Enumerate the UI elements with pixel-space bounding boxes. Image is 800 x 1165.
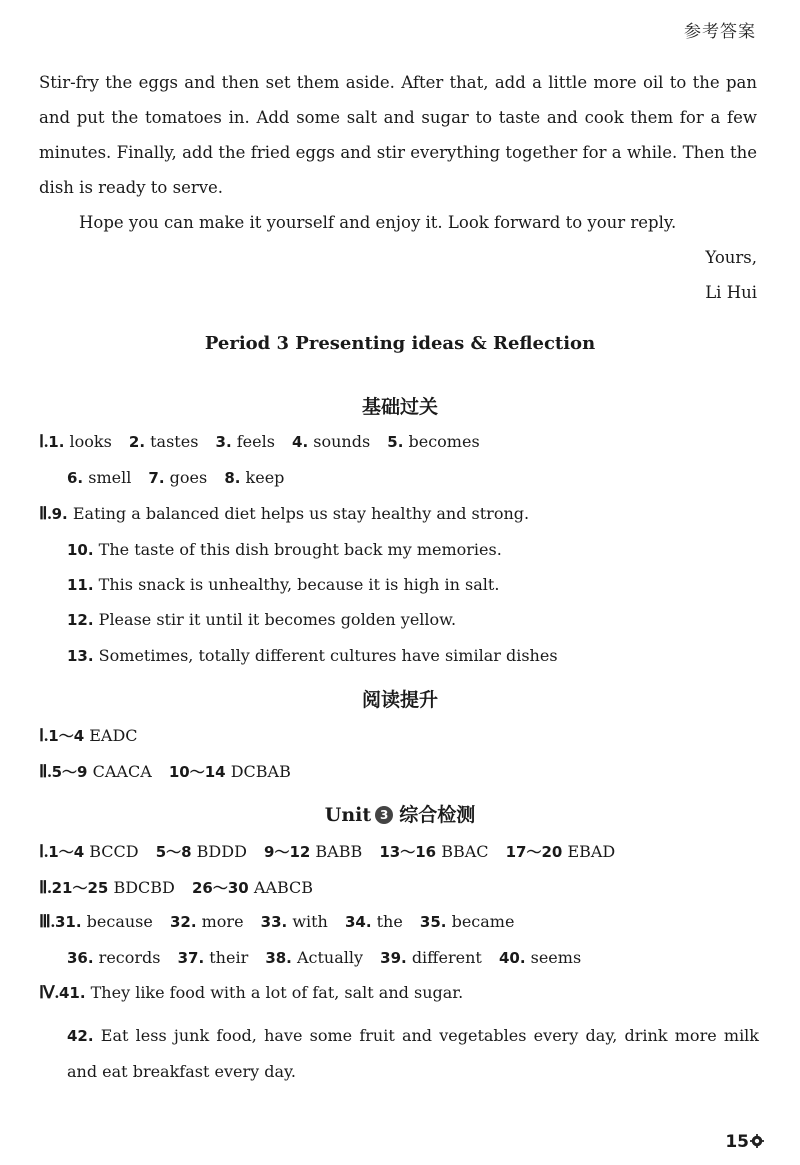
roman-numeral: Ⅳ.: [39, 983, 59, 1002]
question-number: 31.: [54, 913, 82, 931]
answer-text: BABB: [315, 842, 363, 861]
question-number: 42.: [67, 1027, 94, 1045]
question-number: 5～9: [51, 763, 88, 781]
question-number: 39.: [380, 949, 407, 967]
answer-text: Eating a balanced diet helps us stay healthy and strong.: [72, 504, 530, 523]
question-number: 1～4: [48, 843, 85, 861]
roman-numeral: Ⅰ.: [39, 432, 49, 451]
section-title-unit-test: [0, 800, 800, 827]
roman-numeral: Ⅲ.: [39, 912, 55, 931]
answer-text: BBAC: [441, 842, 489, 861]
letter-body: [39, 65, 757, 310]
gear-icon: [750, 1134, 764, 1148]
question-number: 21～25: [51, 879, 109, 897]
answer-line: [39, 983, 463, 1003]
answer-text: Sometimes, totally different cultures have similar dishes: [98, 646, 558, 665]
answer-text: their: [209, 948, 249, 967]
question-number: 10～14: [168, 763, 226, 781]
question-number: 12.: [67, 611, 94, 629]
answer-text: the: [376, 912, 403, 931]
answer-text: feels: [236, 432, 275, 451]
period-title: Period 3 Presenting ideas & Reflection: [204, 333, 596, 354]
answer-text: BCCD: [89, 842, 139, 861]
question-number: 32.: [169, 913, 197, 931]
question-number: 5～8: [155, 843, 192, 861]
section-title-reading: 阅读提升: [361, 689, 438, 711]
question-number: 1.: [48, 433, 65, 451]
answer-text: sounds: [313, 432, 371, 451]
question-number: 33.: [260, 913, 288, 931]
answer-line: [67, 948, 581, 967]
answer-line: [39, 432, 480, 452]
answer-text: BDDD: [196, 842, 247, 861]
answer-text: AABCB: [253, 878, 313, 897]
letter-closing: Yours,: [705, 248, 757, 267]
roman-numeral: Ⅱ.: [39, 878, 52, 897]
answer-line: [67, 468, 284, 487]
answer-line: [67, 1018, 759, 1090]
answer-text: more: [201, 912, 244, 931]
answer-text: Eat less junk food, have some fruit and vegetables every day, drink more milk and eat breakfast every day.: [67, 1026, 759, 1081]
answer-line: [67, 575, 499, 594]
roman-numeral: Ⅰ.: [39, 726, 49, 745]
answer-text: This snack is unhealthy, because it is high in salt.: [98, 575, 500, 594]
question-number: 8.: [224, 469, 241, 487]
question-number: 35.: [419, 913, 447, 931]
answer-text: looks: [69, 432, 112, 451]
answer-text: CAACA: [92, 762, 152, 781]
question-number: 37.: [177, 949, 205, 967]
question-number: 41.: [58, 984, 86, 1002]
answer-text: EBAD: [567, 842, 616, 861]
answer-line: [39, 725, 138, 746]
question-number: 2.: [128, 433, 146, 451]
question-number: 10.: [67, 541, 94, 559]
answer-text: because: [86, 912, 153, 931]
answer-text: DCBAB: [230, 762, 291, 781]
answer-line: [39, 912, 514, 932]
question-number: 26～30: [191, 879, 249, 897]
answer-line: [67, 540, 502, 559]
question-number: 17～20: [505, 843, 563, 861]
answer-line: [39, 877, 313, 898]
answer-text: tastes: [150, 432, 199, 451]
question-number: 34.: [344, 913, 372, 931]
answer-line: [39, 504, 529, 524]
unit-number-badge: 3: [375, 806, 393, 824]
page-number: [725, 1132, 764, 1152]
roman-numeral: Ⅱ.: [39, 504, 52, 523]
letter-paragraph: Hope you can make it yourself and enjoy it. Look forward to your reply.: [79, 213, 677, 232]
unit-label: Unit: [324, 804, 372, 826]
roman-numeral: Ⅱ.: [39, 762, 52, 781]
answer-text: goes: [169, 468, 208, 487]
answer-text: keep: [245, 468, 285, 487]
section-title-basic: 基础过关: [361, 396, 438, 418]
answer-text: The taste of this dish brought back my memories.: [98, 540, 502, 559]
page-number-text: 15: [725, 1132, 749, 1152]
header-title: 参考答案: [684, 22, 756, 42]
answer-text: Actually: [296, 948, 364, 967]
question-number: 11.: [67, 576, 94, 594]
answer-text: with: [292, 912, 328, 931]
answer-text: Please stir it until it becomes golden yellow.: [98, 610, 457, 629]
question-number: 6.: [67, 469, 84, 487]
unit-test-title: 综合检测: [399, 804, 476, 826]
answer-text: They like food with a lot of fat, salt and sugar.: [90, 983, 464, 1002]
answer-line: [67, 646, 558, 665]
answer-text: became: [451, 912, 515, 931]
answer-text: EADC: [89, 726, 138, 745]
answer-line: [39, 841, 615, 862]
answer-text: different: [411, 948, 482, 967]
question-number: 1～4: [48, 727, 85, 745]
question-number: 5.: [387, 433, 404, 451]
answer-line: [67, 610, 456, 629]
roman-numeral: Ⅰ.: [39, 842, 49, 861]
answer-text: BDCBD: [113, 878, 175, 897]
question-number: 4.: [292, 433, 309, 451]
question-number: 38.: [265, 949, 292, 967]
question-number: 3.: [215, 433, 232, 451]
question-number: 13.: [67, 647, 94, 665]
question-number: 9.: [51, 505, 68, 523]
answer-line: [39, 761, 291, 782]
question-number: 7.: [148, 469, 165, 487]
answer-text: becomes: [408, 432, 480, 451]
answer-text: records: [98, 948, 161, 967]
question-number: 36.: [67, 949, 94, 967]
letter-signature: Li Hui: [705, 283, 757, 302]
answer-text: seems: [530, 948, 582, 967]
question-number: 9～12: [264, 843, 311, 861]
question-number: 13～16: [379, 843, 437, 861]
question-number: 40.: [498, 949, 526, 967]
letter-paragraph: Stir-fry the eggs and then set them aside. After that, add a little more oil to the pan and put the tomatoes in. Add some salt and sugar to taste and cook them for a few minutes. Finally, add the fried eggs and stir everything together for a while. Then the dish is ready to serve.: [39, 73, 757, 197]
answer-text: smell: [88, 468, 132, 487]
